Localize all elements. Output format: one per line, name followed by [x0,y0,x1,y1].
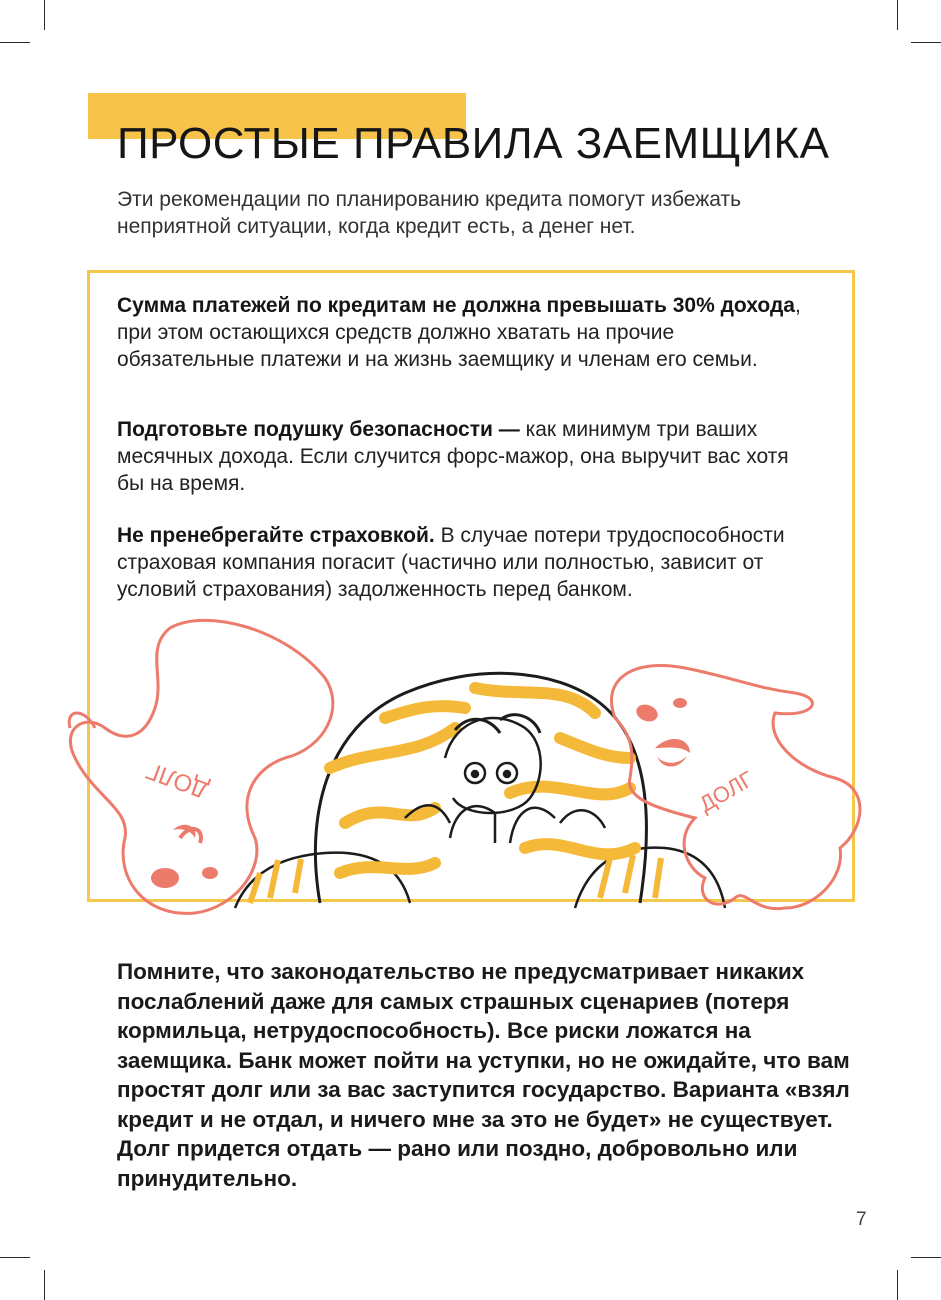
left-debt-ghost [69,620,333,913]
right-ghost-face [634,698,690,767]
rule-bold: Не пренебрегайте страховкой. [117,524,435,547]
crop-mark [911,1257,941,1258]
closing-paragraph: Помните, что законодательство не предусматривает никаких послаблений даже для самых страшных сценариев (потеря кормильца, нетрудоспособность). Все риски ложатся на заемщика. Банк может пойти на уступки, но не ожидайте, что вам простят долг или за вас заступится государство. Варианта «взял кредит и не отдал, и ничего мне за это не будет» не существует. Долг придется отдать — рано или поздно, добровольно или принудительно. [117,959,850,1191]
rule-safety-cushion [117,416,817,497]
left-ghost-label: ДОЛГ [143,756,212,804]
page-title: ПРОСТЫЕ ПРАВИЛА ЗАЕМЩИКА [117,119,830,168]
crop-mark [0,42,30,43]
rule-text: как минимум три ваших месячных дохода. Если случится форс-мажор, она выручит вас хотя бы на время. [117,418,789,495]
right-ghost-label: ДОЛГ [694,766,758,817]
page-number: 7 [856,1209,867,1230]
rule-insurance [117,522,817,603]
rule-text: В случае потери трудоспособности страховая компания погасит (частично или полностью, зависит от условий страхования) задолженность перед банком. [117,524,785,601]
rule-text: , при этом остающихся средств должно хватать на прочие обязательные платежи и на жизнь заемщику и членам его семьи. [117,294,801,371]
rule-bold: Сумма платежей по кредитам не должна превышать 30% дохода [117,294,795,317]
crop-mark [44,0,45,30]
pillows [235,848,725,908]
crop-mark [44,1270,45,1300]
rule-payment-limit [117,292,817,373]
debt-ghosts-illustration [55,608,885,928]
intro-text: Эти рекомендации по планированию кредита помогут избежать неприятной ситуации, когда кредит есть, а денег нет. [117,188,742,238]
crop-mark [897,0,898,30]
crop-mark [911,42,941,43]
crop-mark [0,1257,30,1258]
rule-bold: Подготовьте подушку безопасности — [117,418,520,441]
crop-mark [897,1270,898,1300]
